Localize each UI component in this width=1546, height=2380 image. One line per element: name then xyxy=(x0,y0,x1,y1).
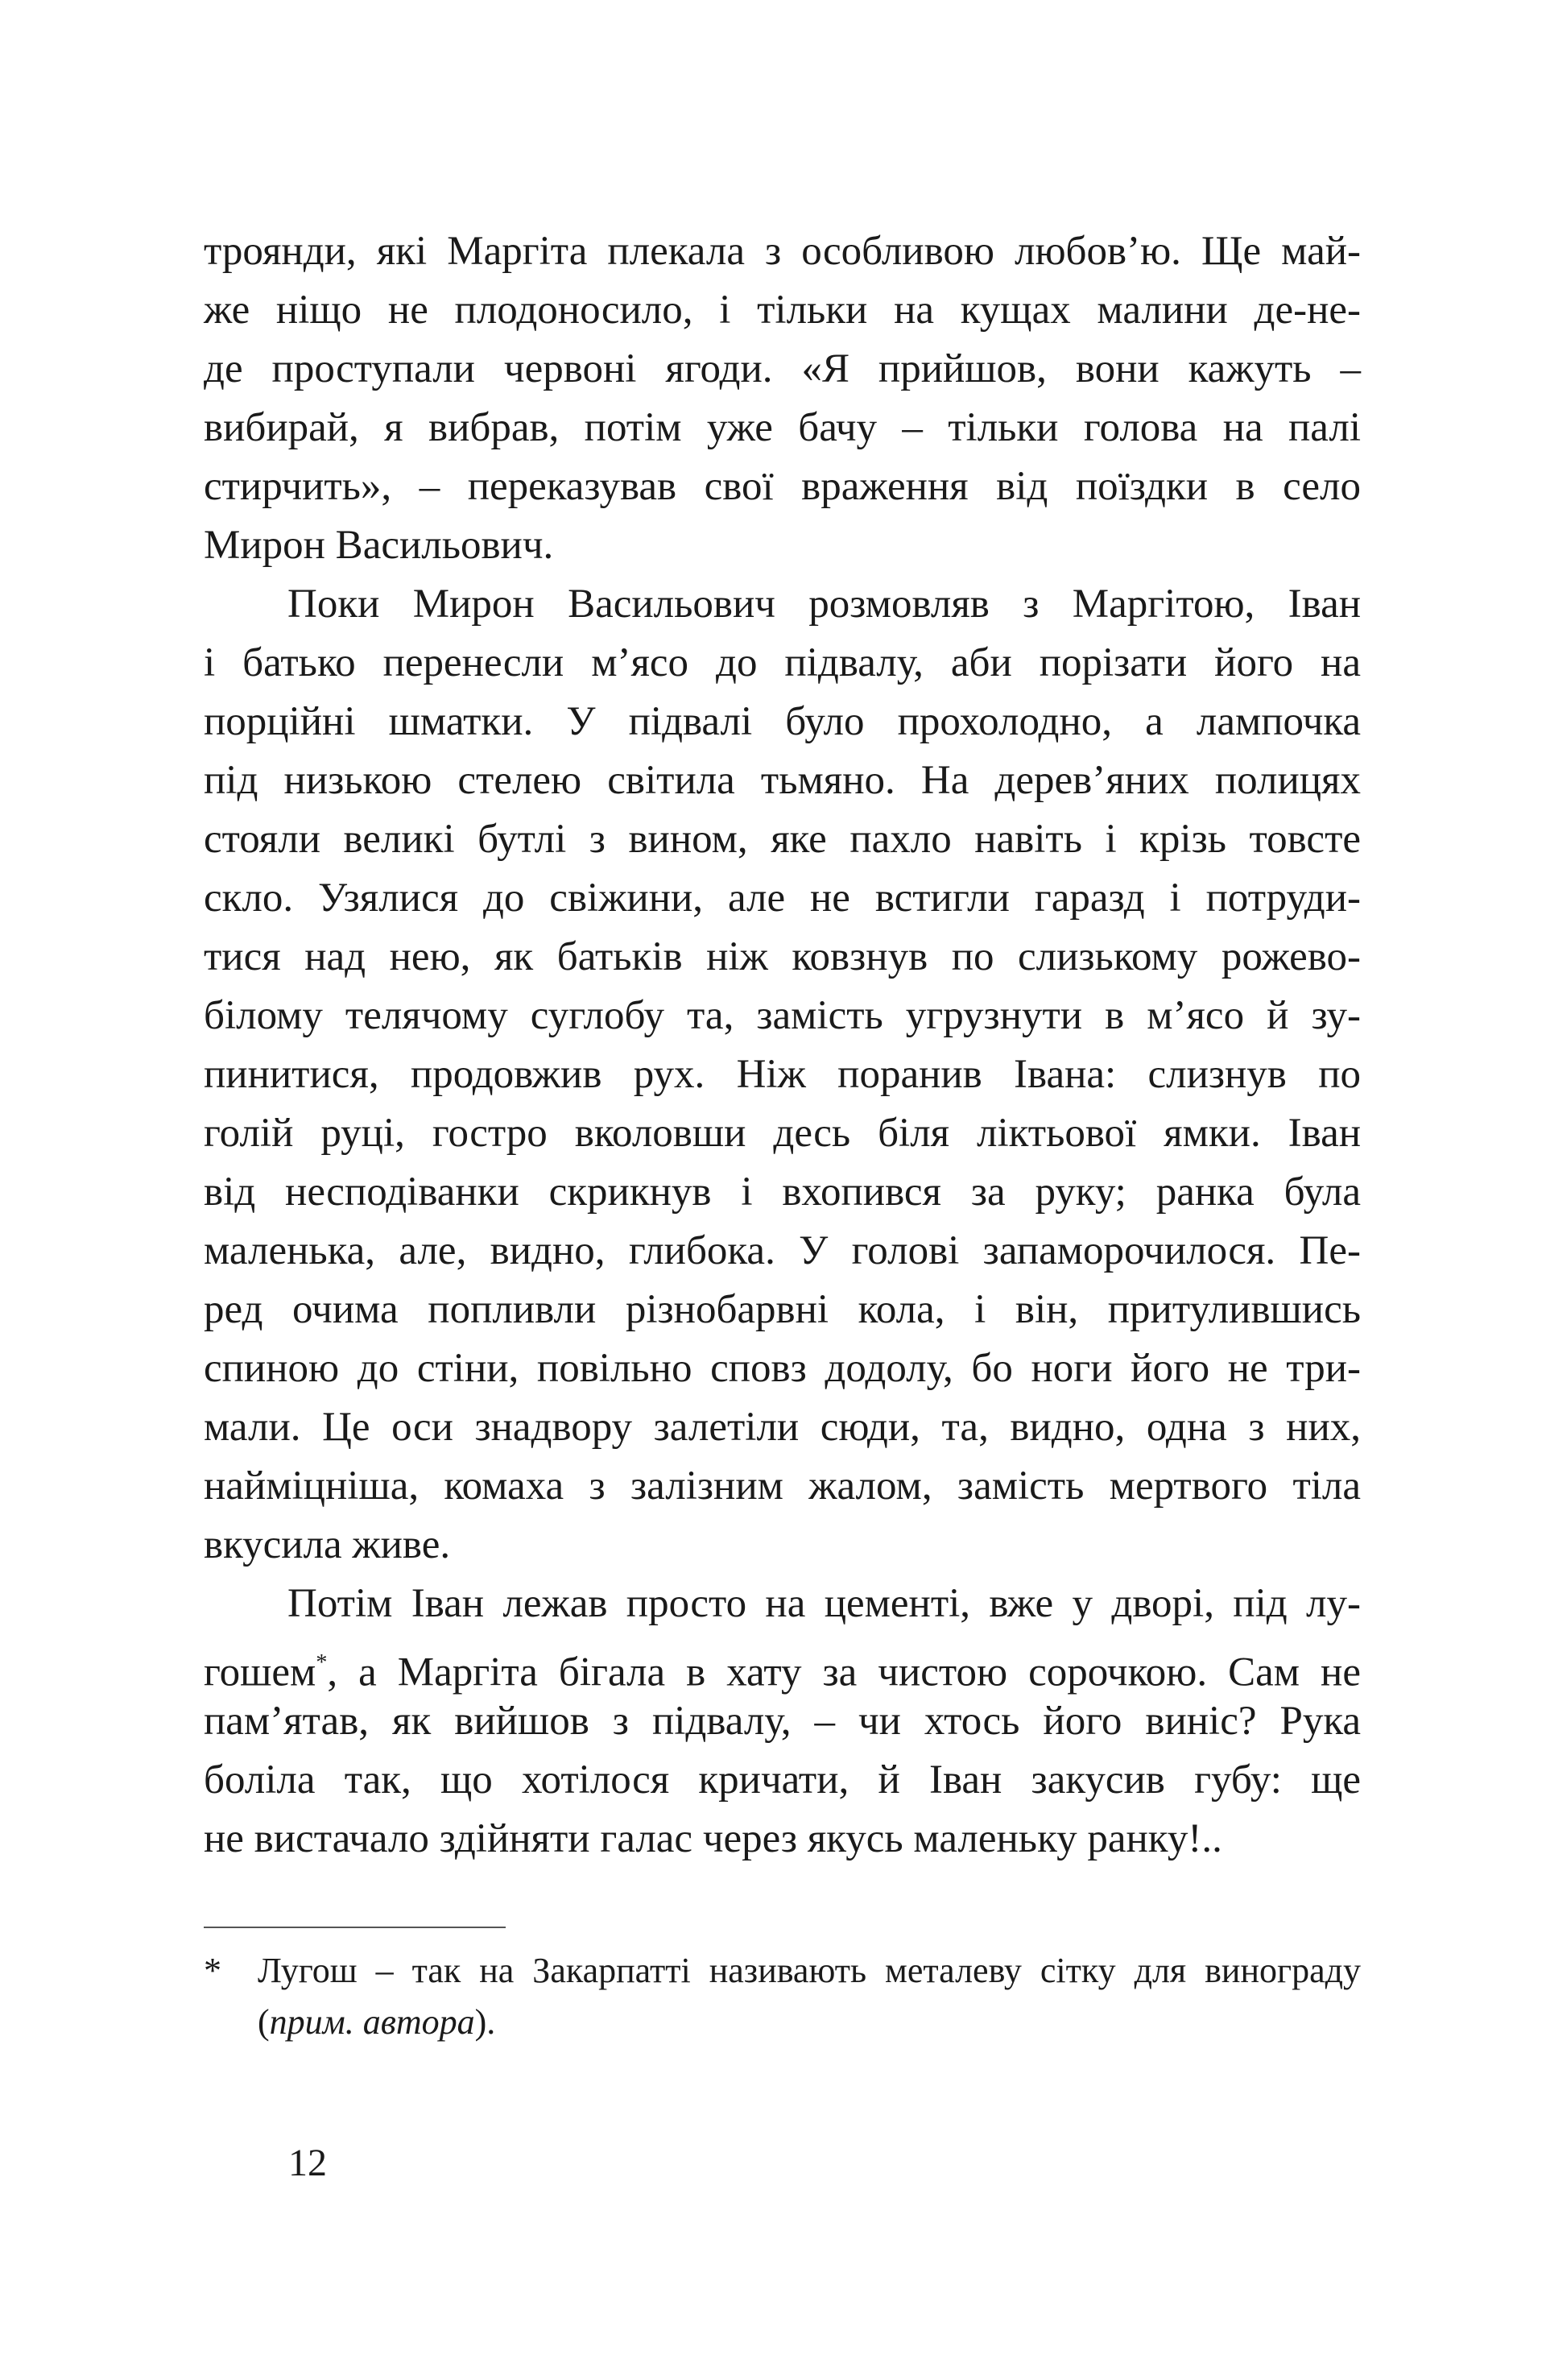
text-line: під низькою стелею світила тьмяно. На дерев’яних полицях xyxy=(204,758,1361,803)
text-line: порційні шматки. У підвалі було прохолодно, а лампочка xyxy=(204,699,1361,744)
text-line: же ніщо не плодоносило, і тільки на кущах малини де-не- xyxy=(204,288,1361,333)
text-segment: , а Маргіта бігала в хату за чистою сорочкою. Сам не xyxy=(327,1649,1361,1695)
text-line: де проступали червоні ягоди. «Я прийшов, вони кажуть – xyxy=(204,346,1361,391)
text-line: боліла так, що хотілося кричати, й Іван закусив губу: ще xyxy=(204,1757,1361,1803)
text-line: не вистачало здійняти галас через якусь маленьку ранку!.. xyxy=(204,1816,1222,1861)
text-line: скло. Узялися до свіжини, але не встигли гаразд і потруди- xyxy=(204,875,1361,921)
paragraph xyxy=(204,575,1361,1575)
text-line: маленька, але, видно, глибока. У голові запаморочилося. Пе- xyxy=(204,1228,1361,1273)
text-line: пинитися, продовжив рух. Ніж поранив Івана: слизнув по xyxy=(204,1052,1361,1097)
footnote-line xyxy=(258,1997,1361,2048)
text-line: мали. Це оси знадвору залетіли сюди, та, видно, одна з них, xyxy=(204,1405,1361,1450)
footnote-paren-close: ). xyxy=(474,2002,496,2042)
text-line: і батько перенесли м’ясо до підвалу, аби порізати його на xyxy=(204,640,1361,685)
text-line: вибирай, я вибрав, потім уже бачу – тільки голова на палі xyxy=(204,405,1361,450)
text-line: голій руці, гостро вколовши десь біля ліктьової ямки. Іван xyxy=(204,1111,1361,1156)
text-line: стирчить», – переказував свої враження від поїздки в село xyxy=(204,464,1361,509)
body-text xyxy=(204,222,1361,1869)
footnote-divider xyxy=(204,1927,506,1928)
paragraph xyxy=(204,222,1361,575)
text-line: від несподіванки скрикнув і вхопився за руку; ранка була xyxy=(204,1169,1361,1215)
text-segment: гошем xyxy=(204,1649,316,1695)
text-line: вкусила живе. xyxy=(204,1522,451,1567)
text-line: стояли великі бутлі з вином, яке пахло навіть і крізь товсте xyxy=(204,817,1361,862)
text-line: троянди, які Маргіта плекала з особливою любов’ю. Ще май- xyxy=(204,229,1361,274)
page-number: 12 xyxy=(288,2142,327,2184)
text-line: ред очима попливли різнобарвні кола, і він, притулившись xyxy=(204,1287,1361,1332)
footnote-text xyxy=(258,1945,1361,2048)
text-line: білому телячому суглобу та, замість угрузнути в м’ясо й зу- xyxy=(204,993,1361,1038)
paragraph xyxy=(204,1575,1361,1869)
text-line: тися над нею, як батьків ніж ковзнув по слизькому рожево- xyxy=(204,934,1361,979)
footnote-reference: * xyxy=(316,1650,328,1675)
footnote xyxy=(204,1945,1361,2048)
text-line xyxy=(204,1633,1361,1695)
footnote-line: Лугош – так на Закарпатті називають металеву сітку для винограду xyxy=(258,1951,1361,1990)
footnote-paren-open: ( xyxy=(258,2002,270,2042)
text-line: спиною до стіни, повільно сповз додолу, бо ноги його не три- xyxy=(204,1346,1361,1391)
text-line: Поки Мирон Васильович розмовляв з Маргітою, Іван xyxy=(287,582,1361,627)
text-line: Потім Іван лежав просто на цементі, вже у дворі, під лу- xyxy=(287,1581,1361,1626)
footnote-mark: * xyxy=(204,1951,221,1990)
text-line: найміцніша, комаха з залізним жалом, замість мертвого тіла xyxy=(204,1463,1361,1509)
text-line: Мирон Васильович. xyxy=(204,523,554,568)
text-line: пам’ятав, як вийшов з підвалу, – чи хтось його виніс? Рука xyxy=(204,1699,1361,1744)
footnote-author-note: прим. автора xyxy=(269,2002,475,2042)
